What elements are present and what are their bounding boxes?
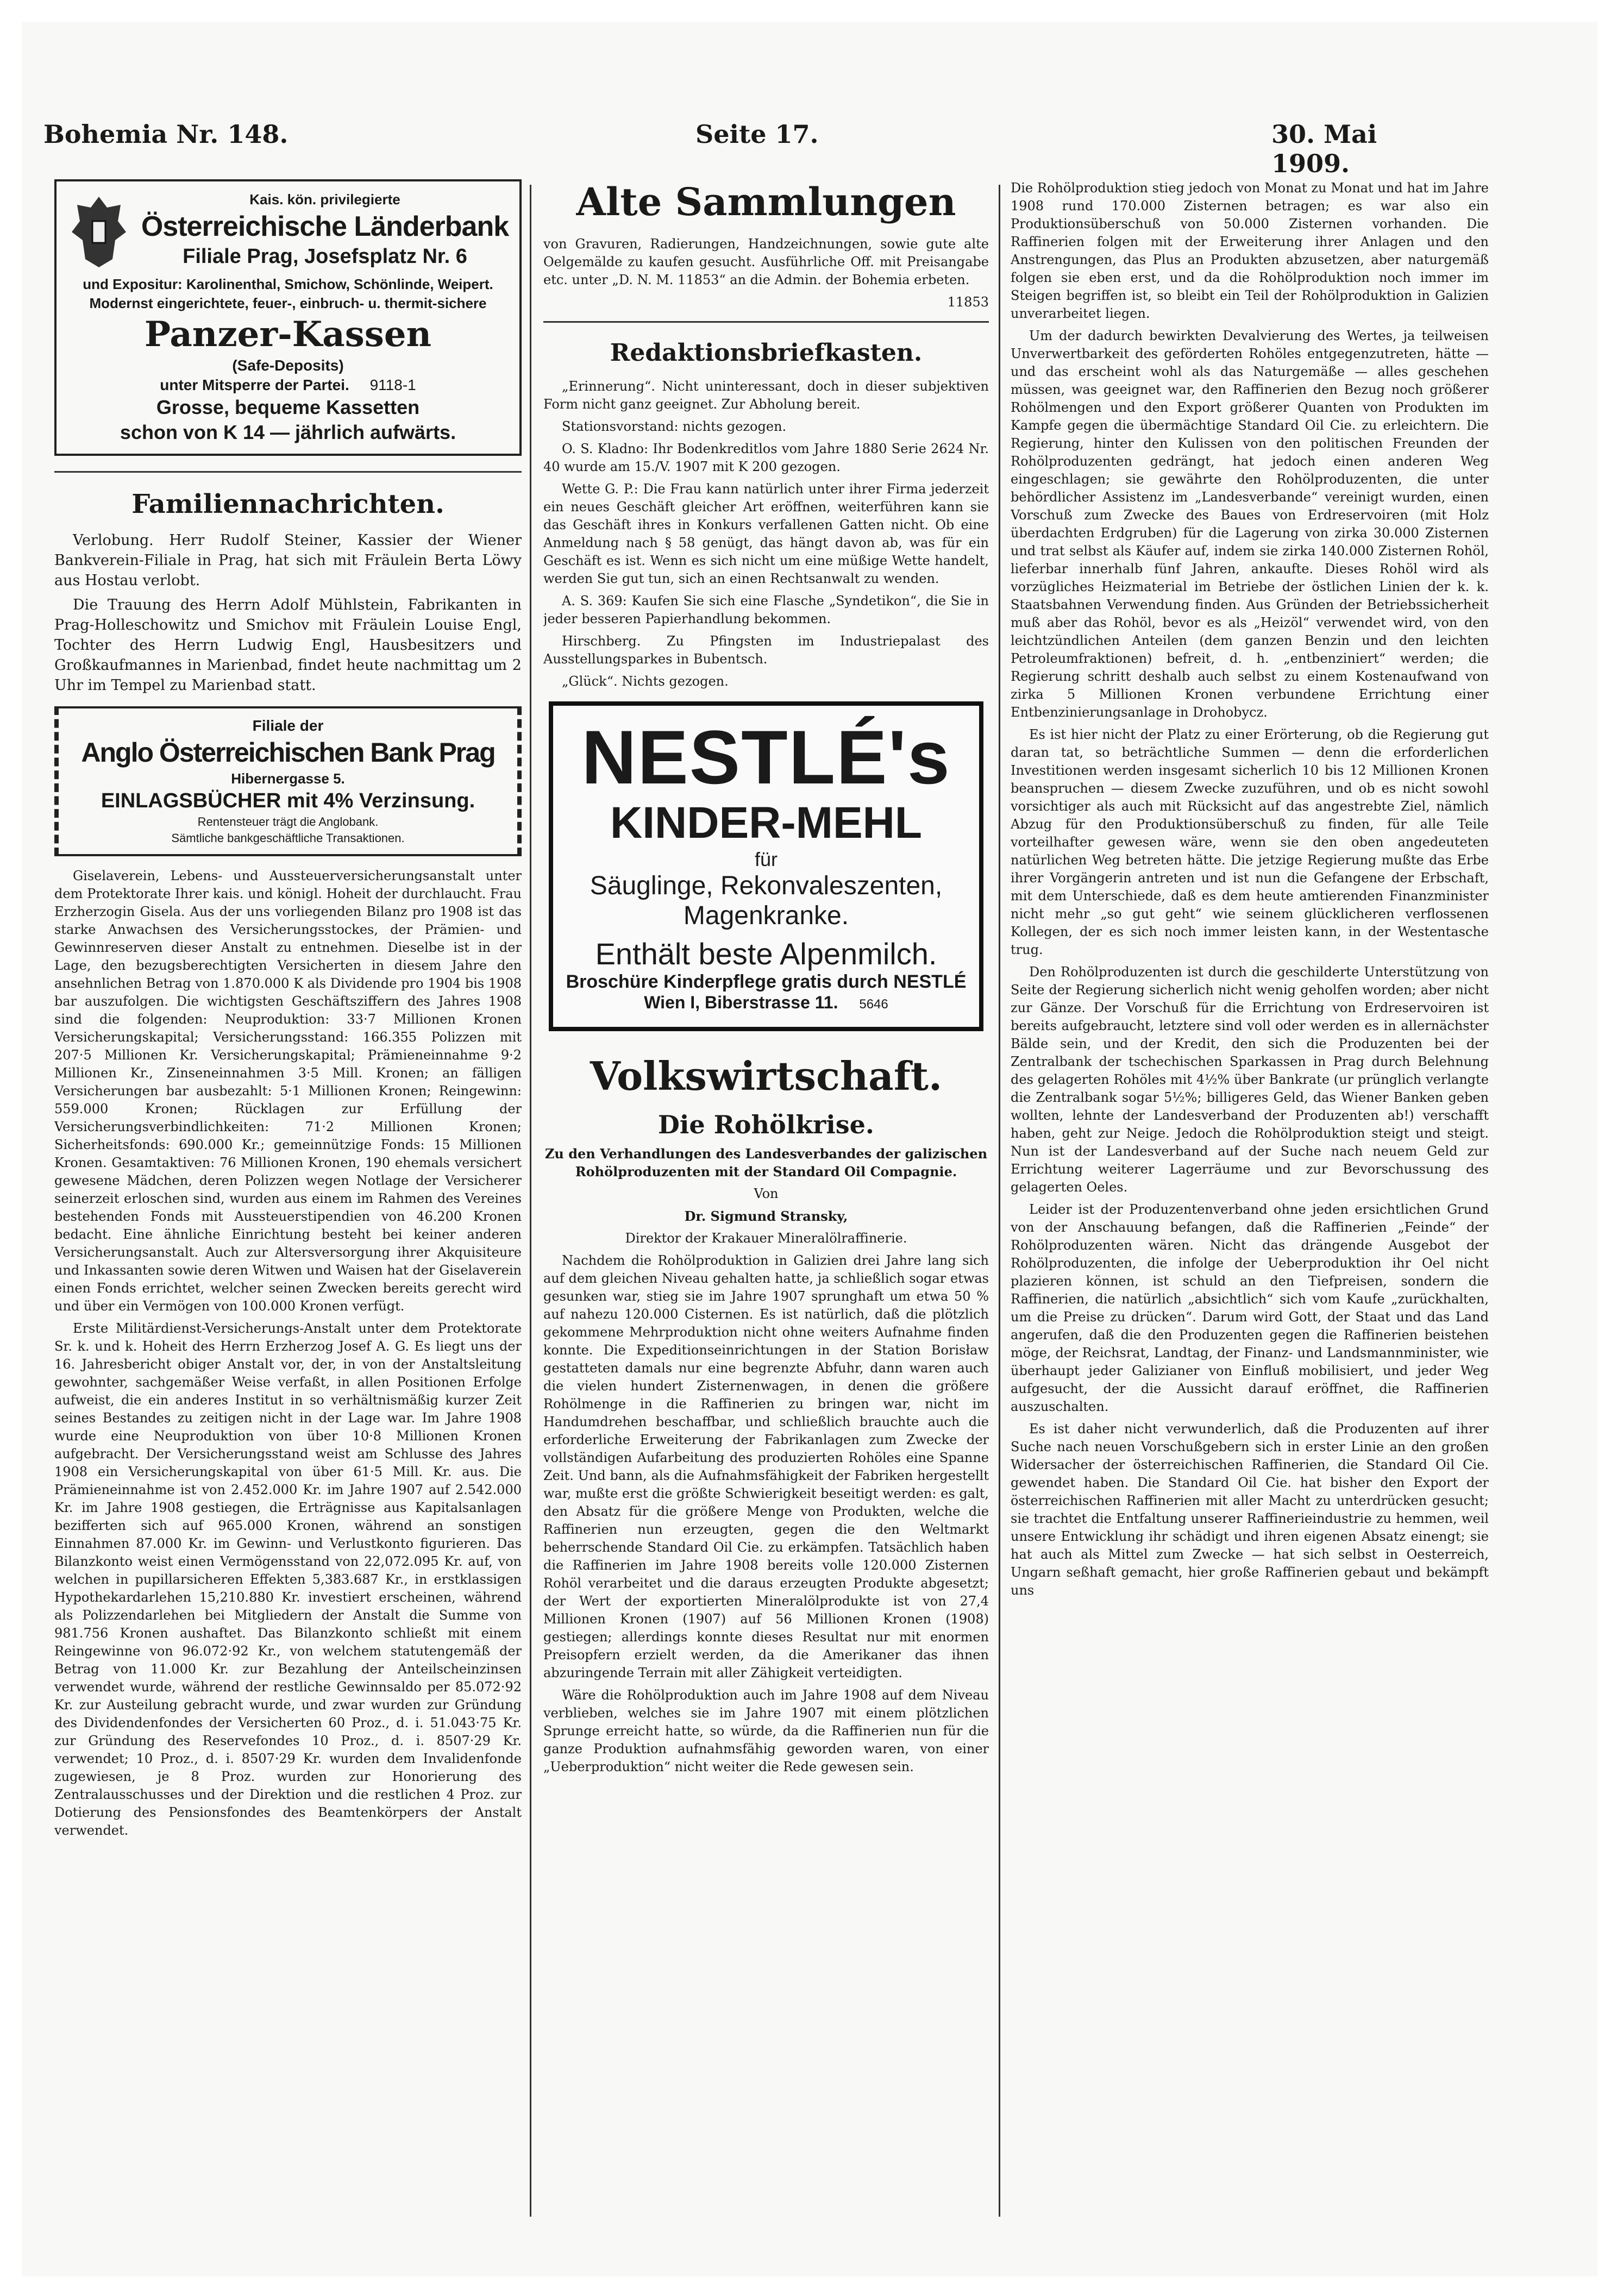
- anglo-filiale: Filiale der: [252, 717, 324, 734]
- family-news-title: Familiennachrichten.: [131, 489, 444, 519]
- laenderbank-features: Modernst eingerichtete, feuer-, einbruch- u. thermit-sichere: [89, 295, 487, 311]
- redaktion-as369: A. S. 369: Kaufen Sie sich eine Flasche „Syndetikon“, die Sie in jeder besseren Papierhandlung bekommen.: [543, 593, 989, 626]
- rohoel-paragraph-7: Leider ist der Produzentenverband ohne jeden ersichtlichen Grund von der Anschauung befangen, daß die Raffinerien „Feinde“ der Rohölproduzenten wären. Nicht das drängende Ausgebot der Rohölproduzenten, die infolge der Ueberproduktion ihr Oel nicht plazieren können, ist schuld an den Tiefpreisen, sondern die Raffinerien, die natürlich „absichtlich“ sich vom Kaufe „zurückhalten, um die Preise zu drücken“. Darum wird Gott, der Staat und das Land angerufen, daß die den Produzenten gegen die Raffinerien beistehen möge, der Reichsrat, Landtag, der Finanz- und Landsmannminister, wie überhaupt jeder Galizianer von Einfluß mobilisiert, und jeder Weg aufgesucht, der die Aussicht darauf eröffnet, die Raffinerien auszuschalten.: [1011, 1202, 1489, 1414]
- nestle-ad: [549, 701, 983, 1031]
- laenderbank-branch: Filiale Prag, Josefsplatz Nr. 6: [183, 245, 467, 268]
- sammlungen-ref: 11853: [947, 294, 989, 310]
- nestle-fuer: für: [754, 848, 778, 870]
- anglo-rentensteuer: Rentensteuer trägt die Anglobank.: [197, 815, 379, 829]
- column-right: [1011, 179, 1489, 2233]
- rohoel-paragraph-6: Den Rohölproduzenten ist durch die geschilderte Unterstützung von Seite der Regierung sicherlich nicht wenig geholfen worden; aber nicht zur Gänze. Der Vorschuß für die Errichtung von Erdreservoiren ist bereits aufgebraucht, letztere sind voll oder werden es in allernächster Bälde sein, und der Kredit, den sich die Produzenten bei der Zentralbank der tschechischen Sparkassen in Prag durch Belehnung des gelagerten Rohöles mit 4½% über Bankrate (ur prünglich verlangte die Zentralbank sogar 5½%; billigeres Geld, das Wiener Banken geben wollten, lehnte der Landesverband der Produzenten ab!) verschafft haben, geht zur Neige. Jedoch die Rohölproduktion steigt und steigt. Nun ist der Landesverband auf der Suche nach neuem Geld zur Errichtung weiterer Lagerräume und zur Bevorschussung des gelagerten Oeles.: [1011, 964, 1489, 1195]
- family-wedding: Die Trauung des Herrn Adolf Mühlstein, Fabrikanten in Prag-Holleschowitz und Smichov mit Fräulein Louise Engl, Tochter des Herrn Ludwig Engl, Hausbesitzers und Großkaufmannes in Marienbad, findet heute nachmittag um 2 Uhr im Tempel zu Marienbad statt.: [54, 597, 522, 694]
- redaktion-kladno: O. S. Kladno: Ihr Bodenkreditlos vom Jahre 1880 Serie 2624 Nr. 40 wurde am 15./V. 1907 mit K 200 gezogen.: [543, 441, 989, 474]
- laenderbank-ref: 9118-1: [369, 377, 416, 393]
- divider: [543, 321, 989, 323]
- rohoel-paragraph-4: Um der dadurch bewirkten Devalvierung des Wertes, ja teilweisen Unverwertbarkeit des geförderten Rohöles entgegenzutreten, hätte — und das erscheint wohl als das Naturgemäße — alles geschehen müssen, was geeignet war, den Raffinerien den Bezug noch größerer Rohölmengen und den Export größerer Quanten von Produkten im Kampfe gegen die übermächtige Standard Oil Cie. zu erleichtern. Die Regierung, hinter den Kulissen von den politischen Freunden der Rohölproduzenten gedrängt, hat jedoch einen anderen Weg eingeschlagen; sie gewährte den Rohölproduzenten, die unter behördlicher Assistenz im „Landesverbande“ vereinigt wurden, einen Vorschuß zum Zwecke des Baues von Erdreservoiren (mit Holz überdachten Erdgruben) für die Lagerung von zirka 30.000 Zisternen und trat selbst als Käufer auf, indem sie zirka 140.000 Zisternen Rohöl, lieferbar innerhalb fünf Jahren, ankaufte. Dieses Rohöl wird als vorzügliches Heizmaterial im Betriebe der östlichen Linien der k. k. Staatsbahnen Verwendung finden. Aus Gründen der Betriebssicherheit muß aber das Rohöl, bevor es als „Heizöl“ verwendet wird, von den leichtzündlichen Anteilen (dem ganzen Benzin und den leichten Petroleumfraktionen) befreit, d. h. „entbenziniert“ werden; die Regierung schritt deshalb auch selbst zu einem Kostenaufwand von zirka 5 Millionen Kronen verbundene Errichtung einer Entbenzinierungsanlage in Drohobycz.: [1011, 328, 1489, 720]
- laenderbank-price: schon von K 14 — jährlich aufwärts.: [120, 421, 456, 443]
- rohoel-paragraph-2: Wäre die Rohölproduktion auch im Jahre 1908 auf dem Niveau verblieben, welches sie im Jahre 1907 mit einem plötzlichen Sprunge erreicht hatte, so würde, da die Raffinerien nun für die ganze Produktion aufnahmsfähig geworden waren, von einer „Ueberproduktion“ nicht weiter die Rede gewesen sein.: [543, 1688, 989, 1774]
- anglo-bank-ad: [54, 706, 522, 856]
- nestle-ref: 5646: [859, 997, 888, 1012]
- redaktion-title: Redaktionsbriefkasten.: [610, 339, 923, 367]
- rohoel-paragraph-5: Es ist hier nicht der Platz zu einer Erörterung, ob die Regierung gut daran tat, so beträchtliche Summen — denn die erforderlichen Investitionen werden insgesamt sicherlich 10 bis 12 Millionen Kronen beanspruchen — diesem Zwecke zuzuführen, und ob es nicht sowohl vorsichtiger als auch mit Rücksicht auf das angestrebte Ziel, nämlich Abzug für den Produktionsüberschuß zu finden, für alle Teile vorteilhafter gewesen wäre, wenn sie den oben angedeuteten natürlichen Weg betreten hätte. Die jetzige Regierung mußte das Erbe ihrer Vorgängerin antreten und ist nun die Gefangene der Erbschaft, mit dem Unterschiede, daß es dem heute amtierenden Finanzminister nicht mehr „so gut geht“ wie seinem glücklicheren verflossenen Kollegen, der es sich noch immer leisten kann, in der Westentasche trug.: [1011, 727, 1489, 957]
- sammlungen-title: Alte Sammlungen: [576, 179, 956, 224]
- rohoel-paragraph-3: Die Rohölproduktion stieg jedoch von Monat zu Monat und hat im Jahre 1908 rund 170.000 Zisternen betragen; es war also ein Produktionsüberschuß von 50.000 Zisternen vorhanden. Die Raffinerien folgen mit der Erweiterung ihrer Anlagen und den Anstrengungen, das Plus an Produkten abzusetzen, aber naturgemäß folgen sie eben erst, und da die Rohölproduktion noch immer im Steigen begriffen ist, so bleibt ein Teil der Rohölproduktion in Galizien unverarbeitet liegen.: [1011, 180, 1489, 321]
- nestle-kindermehl: KINDER-MEHL: [610, 798, 922, 848]
- header-page-number: Seite 17.: [695, 120, 819, 149]
- nestle-broschuere: Broschüre Kinderpflege gratis durch NESTLÉ: [566, 971, 967, 992]
- gisela-verein-article: Giselaverein, Lebens- und Aussteuerversicherungsanstalt unter dem Protektorate Ihrer kais. und königl. Hoheit der durchlaucht. Frau Erzherzogin Gisela. Aus der uns vorliegenden Bilanz pro 1908 ist das starke Anwachsen des Versicherungsstockes, der Prämien- und Gewinnreserven dieser Anstalt zu entnehmen. Dieselbe ist in der Lage, den bezugsberechtigten Versicherten in diesem Jahre den ansehnlichen Betrag von 1.870.000 K als Dividende pro 1904 bis 1908 bar auszufolgen. Die wichtigsten Geschäftsziffern des Jahres 1908 sind die folgenden: Neuproduktion: 33·7 Millionen Kronen Versicherungskapital; Versicherungsstand: 166.355 Polizzen mit 207·5 Millionen Kr. Versicherungskapital; Prämieneinnahme 9·2 Millionen Kr., Zinseneinnahmen 3·5 Mill. Kronen; an fälligen Versicherungen bar ausbezahlt: 5·1 Millionen Kronen; Reingewinn: 559.000 Kronen; Rücklagen zur Erfüllung der Versicherungsverbindlichkeiten: 71·2 Millionen Kronen; Sicherheitsfonds: 690.000 Kr.; gemeinnützige Fonds: 15 Millionen Kronen. Gesamtaktiven: 76 Millionen Kronen, 190 ehemals versichert gewesene Mädchen, deren Polizzen wegen Notlage der Versicherer seinerzeit erloschen sind, wurden aus einem im Rahmen des Vereines bestehenden Fonds mit Aussteuerstipendien von 46.200 Kronen bedacht. Eine ähnliche Einrichtung besteht bei keiner anderen Versicherungsanstalt. Auch zur Altersversorgung ihrer Akquisiteure und Inkassanten sowie deren Witwen und Waisen hat der Giselaverein einen Fonds errichtet, welcher seinen Zwecken bereits gerecht wird und über ein Vermögen von 100.000 Kronen verfügt.: [54, 868, 522, 1314]
- laenderbank-kassetten: Grosse, bequeme Kassetten: [156, 396, 420, 418]
- column-divider-2: [999, 185, 1000, 2217]
- laenderbank-exposituren: und Expositur: Karolinenthal, Smichow, Schönlinde, Weipert.: [83, 276, 493, 292]
- rohoel-intro: Zu den Verhandlungen des Landesverbandes der galizischen Rohölproduzenten mit der Standard Oil Compagnie.: [544, 1146, 988, 1180]
- page-header: [43, 109, 1456, 178]
- nestle-brand: NESTLÉ's: [581, 714, 951, 800]
- rohoel-paragraph-1: Nachdem die Rohölproduktion in Galizien drei Jahre lang sich auf dem gleichen Niveau gehalten hatte, ja schließlich sogar etwas gesunken war, stieg sie im Jahre 1907 sprunghaft um etwa 50 % auf nahezu 120.000 Cisternen. Es ist natürlich, daß die plötzlich gekommene Mehrproduktion nicht ohne weiters Aufnahme finden konnte. Die Expeditionseinrichtungen in der Station Borisław gestatteten damals nur eine begrenzte Abfuhr, dann waren auch die vielen hundert Zisternenwagen, in denen die größere Rohölmenge in die Raffinerien zu bringen war, nicht im Handumdrehen beschaffbar, und schließlich brauchte auch die erforderliche Erweiterung der Fabrikanlagen zum Zwecke der vollständigen Aufarbeitung des produzierten Rohöles eine Spanne Zeit. Und bann, als die Aufnahmsfähigkeit der Fabriken hergestellt war, mußte erst die größte Schwierigkeit beseitigt werden: es galt, den Absatz für die größere Menge von Produkten, welche die Raffinerien nun erzeugten, gegen die den Weltmarkt beherrschende Standard Oil Cie. zu erkämpfen. Tatsächlich haben die Raffinerien im Jahre 1908 bereits volle 120.000 Zisternen Rohöl verarbeitet und die daraus erzeugten Produkte abgesetzt; der Wert der exportierten Mineralölprodukte ist von 27,4 Millionen Kronen (1907) auf 56 Millionen Kronen (1908) gestiegen; allerdings konnte dieses Resultat nur mit enormen Preisopfern erzielt werden, da die Amerikaner das ihnen abzuringende Terrain mit aller Zähigkeit verteidigten.: [543, 1253, 989, 1680]
- rohoel-author: Dr. Sigmund Stransky,: [684, 1208, 848, 1224]
- laenderbank-ad: [54, 179, 522, 456]
- redaktion-hirschberg: Hirschberg. Zu Pfingsten im Industriepalast des Ausstellungsparkes in Bubentsch.: [543, 633, 989, 667]
- eagle-crest-icon: [66, 191, 131, 273]
- militaerdienst-article: Erste Militärdienst-Versicherungs-Anstalt unter dem Protektorate Sr. k. und k. Hoheit des Herrn Erzherzog Josef A. G. Es liegt uns der 16. Jahresbericht obiger Anstalt vor, der, in von der Anstaltsleitung gewohnter, sachgemäßer Weise verfaßt, in allen Positionen Erfolge aufweist, die ein anderes Institut in so verhältnismäßig kurzer Zeit seines Bestandes zu zeitigen nicht in der Lage war. Im Jahre 1908 wurde eine Neuproduktion von über 10·8 Millionen Kronen aufgebracht. Der Versicherungsstand weist am Schlusse des Jahres 1908 ein Versicherungskapital von über 61·5 Mill. Kr. aus. Die Prämieneinnahme ist von 2.452.000 Kr. im Jahre 1907 auf 2.542.000 Kr. im Jahre 1908 gestiegen, die Erträgnisse aus Kapitalsanlagen bezifferten sich auf 965.000 Kronen, während an sonstigen Einnahmen 87.000 Kr. im Gewinn- und Verlustkonto figurieren. Das Bilanzkonto weist einen Vermögensstand von 22,072.095 Kr. auf, von welchen in pupillarsicheren Effekten 5,383.687 Kr., in erstklassigen Hypothekardarlehen 15,210.880 Kr. investiert erscheinen, während als Polizzendarlehen bei Mitgliedern der Anstalt die Summe von 981.756 Kronen aushaftet. Das Bilanzkonto schließt mit einem Reingewinne von 96.072·92 Kr., von welchem statutengemäß der Betrag von 11.000 Kr. zur Bezahlung der Anteilscheinzinsen verwendet wurde, während der restliche Gewinnsaldo per 85.072·92 Kr. zur Austeilung gebracht wurde, und zwar wurden zur Gründung des Dividendenfondes der Versicherten 60 Proz., d. i. 51.043·75 Kr. zur Gründung des Reservefondes 10 Proz., d. i. 8507·29 Kr. verwendet; 10 Proz., d. i. 8507·29 Kr. wurden dem Invalidenfonde zugewiesen, je 8 Proz. wurden zur Honorierung des Zentralausschusses und der Direktion und die restlichen 4 Proz. zur Dotierung des Pensionsfondes des Beamtenkörpers der Anstalt verwendet.: [54, 1321, 522, 1838]
- laenderbank-mitsperre: unter Mitsperre der Partei.: [160, 377, 349, 393]
- rohoel-author-role: Direktor der Krakauer Mineralölraffinerie.: [625, 1231, 907, 1246]
- rohoel-von: Von: [754, 1186, 779, 1201]
- divider: [54, 471, 522, 473]
- laenderbank-name: Österreichische Länderbank: [141, 211, 509, 242]
- sammlungen-text: von Gravuren, Radierungen, Handzeichnungen, sowie gute alte Oelgemälde zu kaufen gesucht. Ausführliche Off. mit Preisangabe etc. unter „D. N. M. 11853“ an die Admin. der Bohemia erbeten.: [543, 236, 989, 287]
- laenderbank-safe-deposits: (Safe-Deposits): [232, 357, 344, 374]
- rohoelkrise-title: Die Rohölkrise.: [658, 1110, 874, 1139]
- redaktion-stationsvorstand: Stationsvorstand: nichts gezogen.: [562, 419, 787, 434]
- column-left: [54, 179, 522, 2233]
- header-publication: Bohemia Nr. 148.: [43, 120, 289, 149]
- nestle-magenkranke: Magenkranke.: [683, 901, 849, 930]
- anglo-bank-name: Anglo Österreichischen Bank Prag: [81, 737, 495, 768]
- nestle-saeuglinge: Säuglinge, Rekonvaleszenten,: [590, 871, 943, 900]
- nestle-alpenmilch: Enthält beste Alpenmilch.: [595, 937, 937, 971]
- laenderbank-panzer-kassen: Panzer-Kassen: [144, 314, 432, 355]
- volkswirtschaft-title: Volkswirtschaft.: [590, 1053, 943, 1099]
- anglo-address: Hibernergasse 5.: [231, 770, 345, 787]
- anglo-einlagsbuecher: EINLAGSBÜCHER mit 4% Verzinsung.: [101, 789, 475, 812]
- redaktion-wette: Wette G. P.: Die Frau kann natürlich unter ihrer Firma jederzeit ein neues Geschäft gleicher Art eröffnen, weiterführen kann sie das Geschäft ihres in Konkurs verfallenen Gatten nicht. Ob eine Anmeldung nach § 58 genügt, das hängt davon ab, was für ein Geschäft es ist. Wenn es sich nicht um eine müßige Wette handelt, werden Sie gut tun, sich an einen Rechtsanwalt zu wenden.: [543, 481, 989, 586]
- column-middle: [543, 179, 989, 2233]
- redaktion-erinnerung: „Erinnerung“. Nicht uninteressant, doch in dieser subjektiven Form nicht ganz geeignet. Zur Abholung bereit.: [543, 379, 989, 412]
- redaktion-glueck: „Glück“. Nichts gezogen.: [562, 674, 729, 689]
- header-date: 30. Mai 1909.: [1271, 120, 1377, 178]
- family-engagement: Verlobung. Herr Rudolf Steiner, Kassier der Wiener Bankverein-Filiale in Prag, hat sich mit Fräulein Berta Löwy aus Hostau verlobt.: [54, 532, 522, 589]
- newspaper-page: [22, 22, 1597, 2276]
- nestle-address: Wien I, Biberstrasse 11.: [644, 993, 838, 1012]
- column-divider-1: [530, 185, 531, 2217]
- anglo-transaktionen: Sämtliche bankgeschäftliche Transaktionen.: [171, 831, 405, 845]
- rohoel-paragraph-8: Es ist daher nicht verwunderlich, daß die Produzenten auf ihrer Suche nach neuen Vorschußgebern sich in erster Linie an den großen Widersacher der österreichischen Raffinerien, die Standard Oil Cie. gewendet haben. Die Standard Oil Cie. hat bisher den Export der österreichischen Raffinerien mit aller Macht zu unterdrücken gesucht; sie trachtet die Entfaltung unserer Raffinerieindustrie zu hemmen, weil unsere Entwicklung ihr schädigt und ihren eigenen Absatz einengt; sie hat auch als Mittel zum Zwecke — hat sich selbst in Oesterreich, Ungarn seßhaft gemacht, hier große Raffinerien gebaut und bekämpft uns: [1011, 1421, 1489, 1598]
- laenderbank-privileged: Kais. kön. privilegierte: [249, 191, 400, 208]
